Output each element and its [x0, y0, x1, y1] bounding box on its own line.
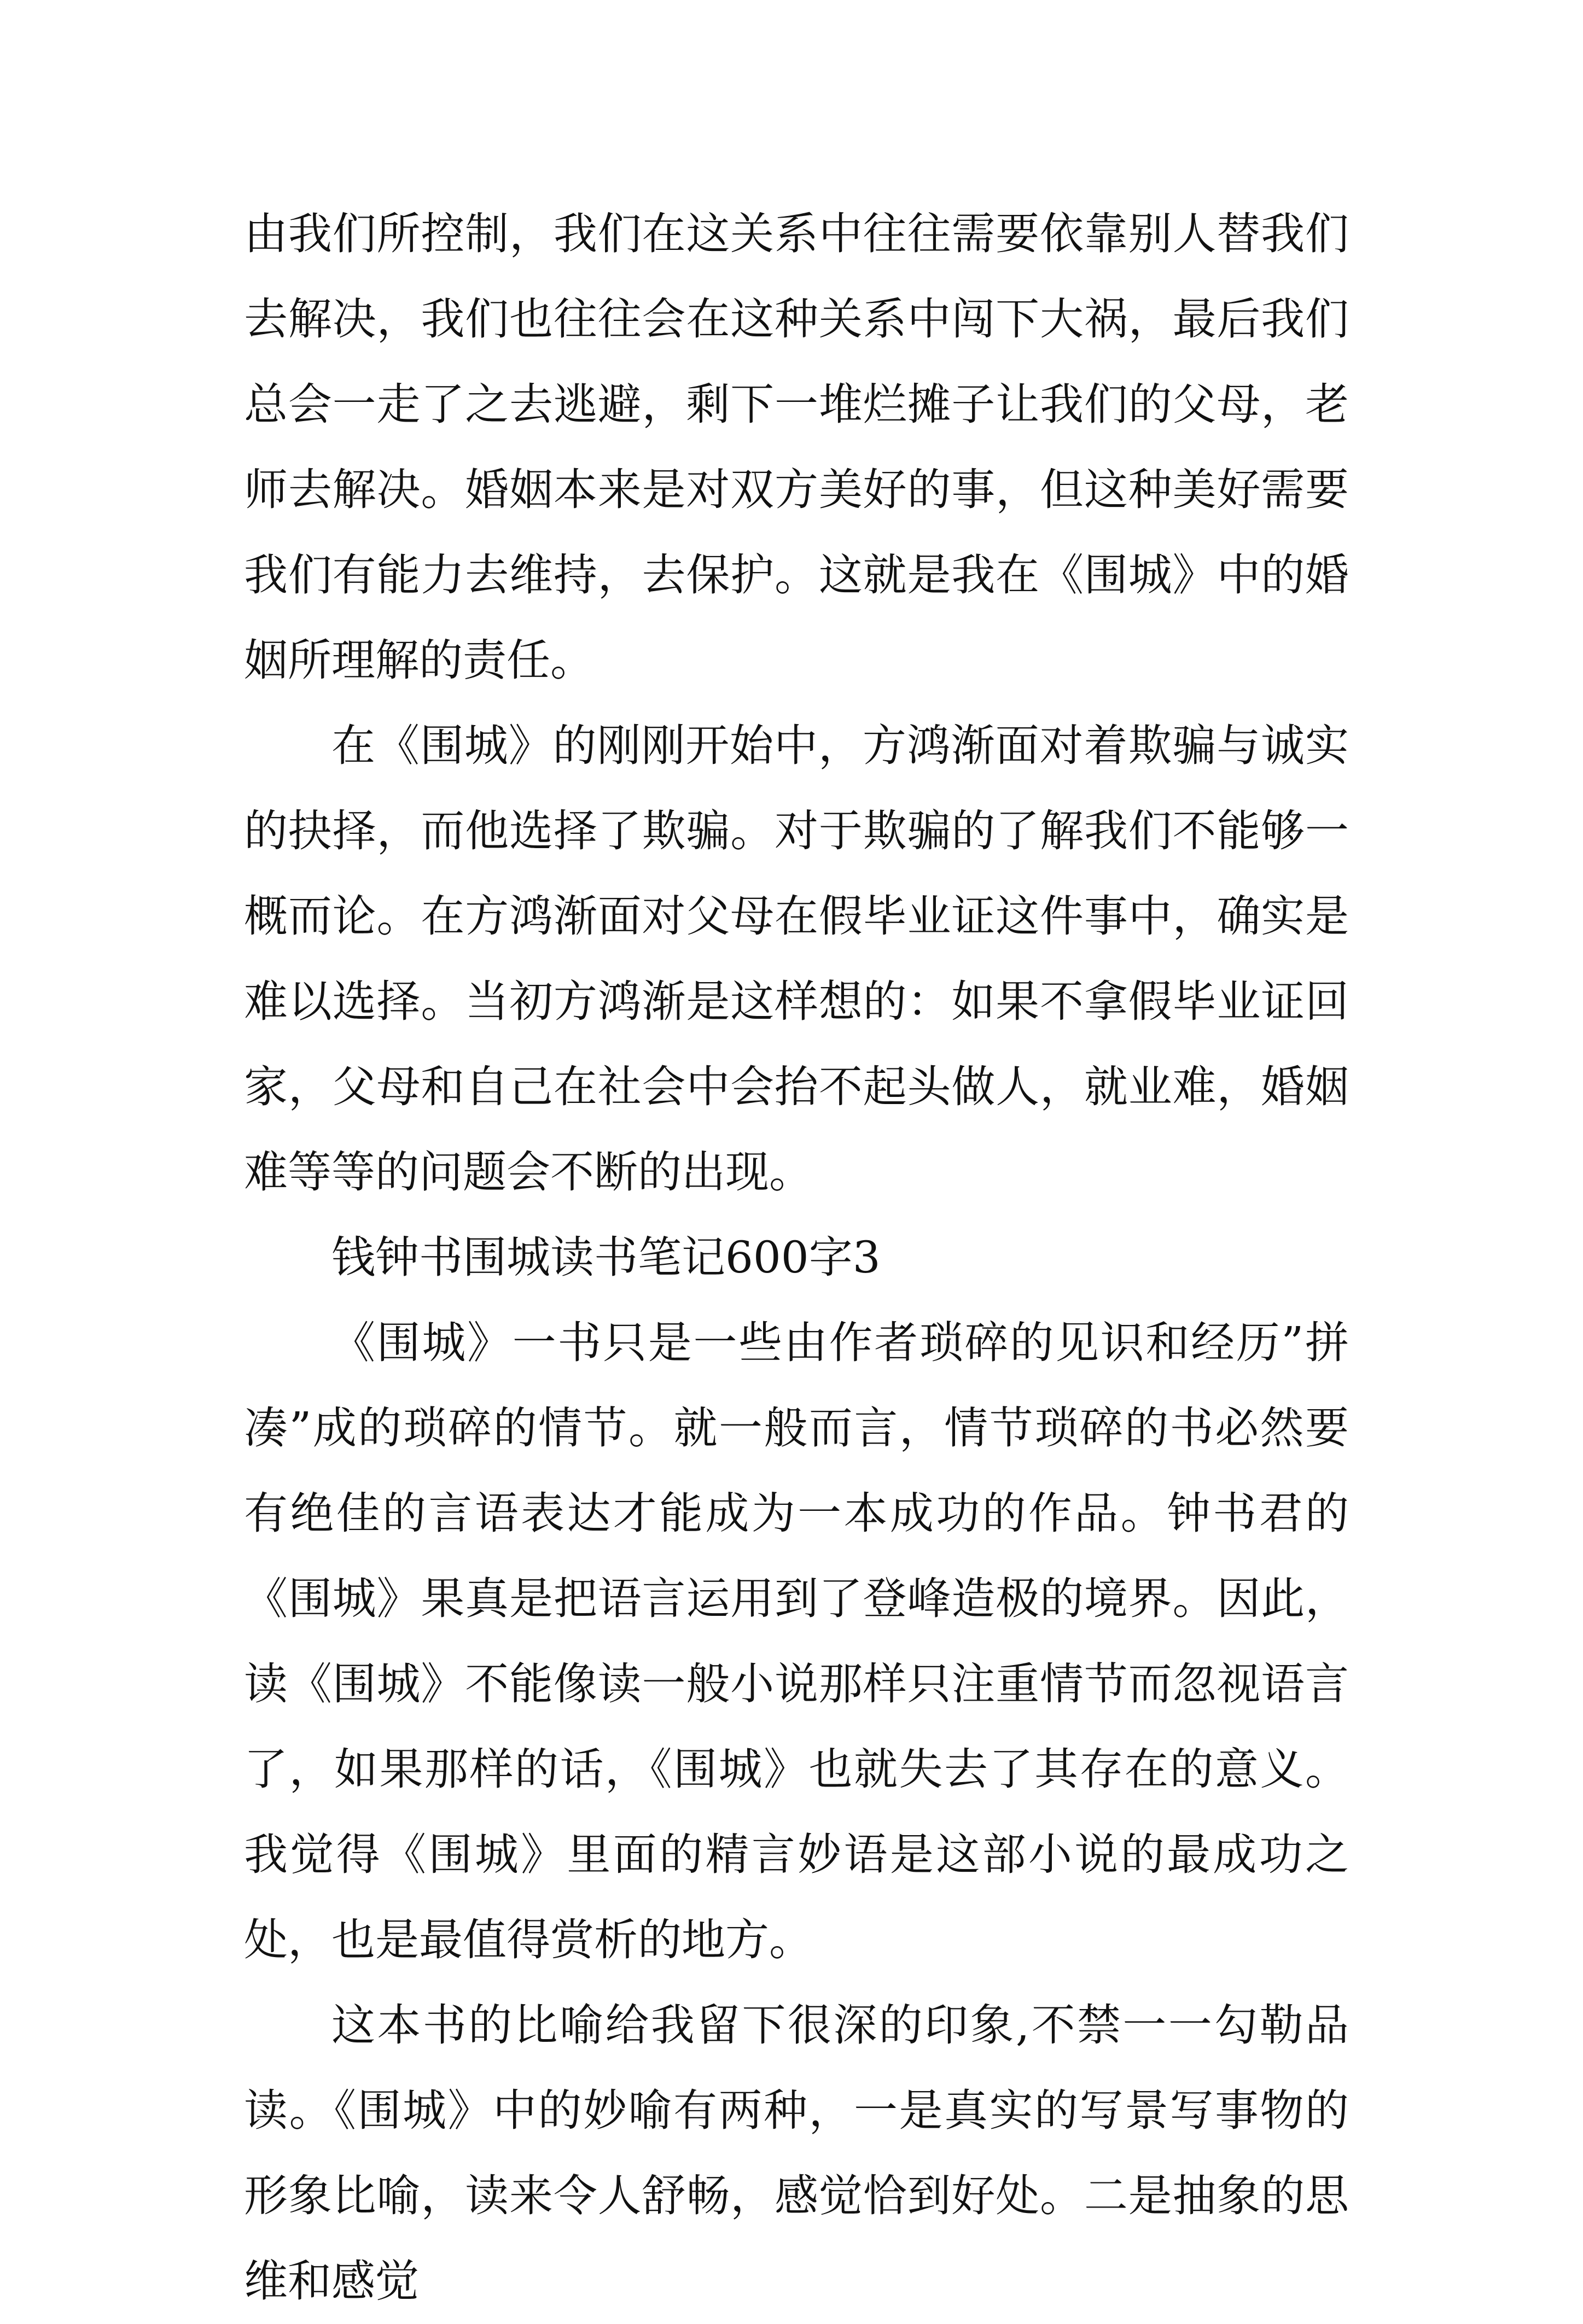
- paragraph-3: 《围城》一书只是一些由作者琐碎的见识和经历”拼凑”成的琐碎的情节。就一般而言，情节琐碎的书必然要有绝佳的言语表达才能成为一本成功的作品。钟书君的《围城》果真是把语言运用到了登峰造极的境界。因此，读《围城》不能像读一般小说那样只注重情节而忽视语言了，如果那样的话，《围城》也就失去了其存在的意义。我觉得《围城》里面的精言妙语是这部小说的最成功之处，也是最值得赏析的地方。: [244, 1317, 1349, 1965]
- body-text: [244, 191, 1349, 2324]
- section-heading: 钱钟书围城读书笔记600字3: [331, 1232, 881, 1283]
- paragraph-1: 由我们所控制，我们在这关系中往往需要依靠别人替我们去解决，我们也往往会在这种关系中闯下大祸，最后我们总会一走了之去逃避，剩下一堆烂摊子让我们的父母，老师去解决。婚姻本来是对双方美好的事，但这种美好需要我们有能力去维持，去保护。这就是我在《围城》中的婚姻所理解的责任。: [244, 208, 1349, 686]
- paragraph-4: 这本书的比喻给我留下很深的印象,不禁一一勾勒品读。《围城》中的妙喻有两种，一是真实的写景写事物的形象比喻，读来令人舒畅，感觉恰到好处。二是抽象的思维和感觉: [244, 2000, 1349, 2307]
- paragraph-2: 在《围城》的刚刚开始中，方鸿渐面对着欺骗与诚实的抉择，而他选择了欺骗。对于欺骗的了解我们不能够一概而论。在方鸿渐面对父母在假毕业证这件事中，确实是难以选择。当初方鸿渐是这样想的：如果不拿假毕业证回家，父母和自己在社会中会抬不起头做人，就业难，婚姻难等等的问题会不断的出现。: [244, 720, 1349, 1198]
